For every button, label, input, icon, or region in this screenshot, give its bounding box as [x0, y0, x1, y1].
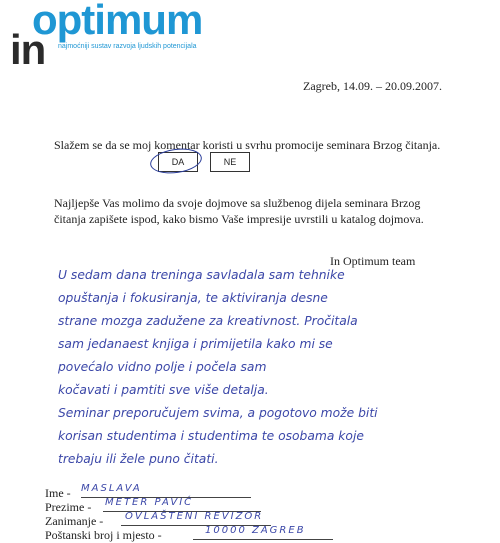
- occupation-field[interactable]: OVLAŠTENI REVIZOR: [125, 511, 264, 522]
- no-checkbox[interactable]: NE: [210, 152, 250, 172]
- handwritten-line: kočavati i pamtiti sve više detalja.: [58, 383, 269, 397]
- handwritten-line: korisan studentima i studentima te osobama koje: [58, 429, 364, 443]
- postal-field[interactable]: 10000 ZAGREB: [205, 525, 306, 536]
- handwritten-line: trebaju ili žele puno čitati.: [58, 452, 219, 466]
- handwritten-comment: [58, 264, 478, 471]
- request-paragraph: [54, 195, 454, 227]
- surname-label: Prezime -: [45, 500, 92, 514]
- postal-label: Poštanski broj i mjesto -: [45, 528, 162, 542]
- logo-prefix: in: [10, 26, 46, 73]
- yes-checkbox[interactable]: DA: [158, 152, 198, 172]
- postal-underline: [193, 539, 333, 540]
- name-field[interactable]: MASLAVA: [81, 483, 142, 494]
- consent-text: Slažem se da se moj komentar koristi u svrhu promocije seminara Brzog čitanja.: [54, 138, 441, 152]
- logo-tagline: najmoćniji sustav razvoja ljudskih potencijala: [58, 43, 197, 50]
- handwritten-line: U sedam dana treninga savladala sam tehnike: [58, 268, 345, 282]
- logo-word: optimum: [32, 0, 203, 43]
- handwritten-line: strane mozga zadužene za kreativnost. Pročitala: [58, 314, 358, 328]
- document-date: Zagreb, 14.09. – 20.09.2007.: [303, 79, 442, 93]
- surname-field[interactable]: METER PAVIĆ: [105, 497, 194, 508]
- handwritten-line: povećalo vidno polje i počela sam: [58, 360, 267, 374]
- name-label: Ime -: [45, 486, 71, 500]
- handwritten-line: sam jedanaest knjiga i primijetila kako mi se: [58, 337, 333, 351]
- handwritten-line: opuštanja i fokusiranja, te aktiviranja desne: [58, 291, 328, 305]
- occupation-label: Zanimanje -: [45, 514, 104, 528]
- company-logo: [10, 2, 230, 72]
- team-signature: In Optimum team: [330, 254, 416, 268]
- handwritten-line: Seminar preporučujem svima, a pogotovo može biti: [58, 406, 378, 420]
- request-line: čitanja zapišete ispod, kako bismo Vaše impresije uvrstili u katalog dojmova.: [54, 212, 424, 226]
- request-line: Najljepše Vas molimo da svoje dojmove sa službenog dijela seminara Brzog: [54, 196, 421, 210]
